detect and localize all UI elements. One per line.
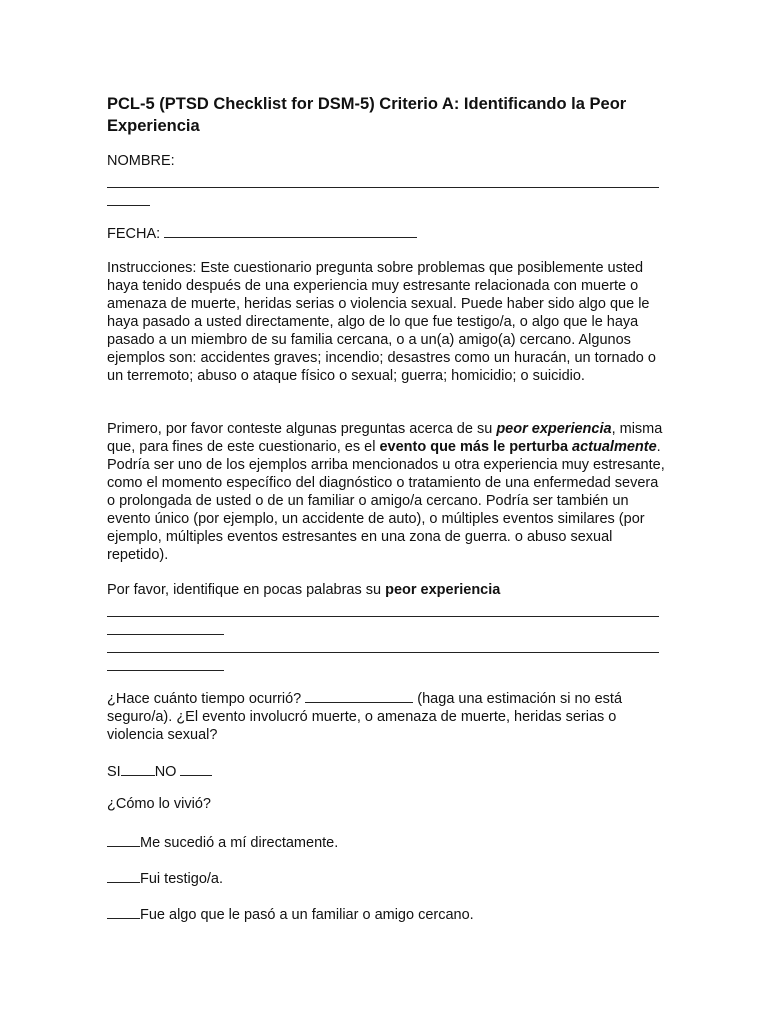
- nombre-label: NOMBRE:: [107, 153, 175, 169]
- identify-prompt: [107, 581, 667, 599]
- option-3-line[interactable]: [107, 904, 140, 919]
- identify-line-4[interactable]: [107, 653, 224, 671]
- when-text-2: (haga una estimación si no está seguro/a). ¿El evento involucró muerte, o amenaza de muerte, heridas serias o violencia sexual?: [107, 691, 623, 743]
- nombre-field: [107, 152, 667, 206]
- page-title: PCL-5 (PTSD Checklist for DSM-5) Criterio A: Identificando la Peor Experiencia: [107, 95, 627, 135]
- option-row-2: [107, 868, 667, 888]
- si-line[interactable]: [121, 761, 155, 776]
- si-label: SI: [107, 764, 121, 780]
- option-3-label: Fue algo que le pasó a un familiar o amigo cercano.: [140, 907, 474, 923]
- p2-text-4: . Podría ser uno de los ejemplos arriba mencionados u otra experiencia muy estresante, como el momento específico del diagnóstico o tratamiento de una enfermedad severa o prolongada de usted o de un familiar o amigo/a cercano. Podría ser también un evento único (por ejemplo, un accidente de auto), o múltiples eventos similares (por ejemplo, múltiples eventos estresantes en una zona de guerra. o abuso sexual repetido).: [107, 439, 665, 563]
- instructions-paragraph: Instrucciones: Este cuestionario pregunta sobre problemas que posiblemente usted haya tenido después de una experiencia muy estresante relacionada con muerte o amenaza de muerte, heridas serias o violencia sexual. Puede haber sido algo que le haya pasado a usted directamente, algo de lo que fue testigo/a, o algo que le haya pasado a un miembro de su familia cercana, o a un(a) amigo(a) cercano. Algunos ejemplos son: accidentes graves; incendio; desastres como un huracán, un tornado o un terremoto; abuso o ataque físico o sexual; guerra; homicidio; o suicidio.: [107, 260, 656, 384]
- when-question: [107, 688, 667, 744]
- p2-emph-evento: evento que más le perturba: [379, 439, 569, 455]
- identify-text: Por favor, identifique en pocas palabras su: [107, 582, 386, 598]
- option-1-label: Me sucedió a mí directamente.: [140, 835, 339, 851]
- p2-text-2: , misma que, para fines de este cuestionario, es el: [107, 421, 663, 455]
- nombre-line-1[interactable]: [107, 170, 659, 188]
- option-2-line[interactable]: [107, 868, 140, 883]
- option-1-line[interactable]: [107, 832, 140, 847]
- option-row-1: [107, 832, 667, 852]
- p2-emph-actualmente: actualmente: [572, 439, 657, 455]
- identify-line-3[interactable]: [107, 635, 659, 653]
- fecha-field: [107, 223, 667, 243]
- como-question: ¿Cómo lo vivió?: [107, 796, 211, 812]
- identify-field: [107, 581, 667, 671]
- option-2-label: Fui testigo/a.: [140, 871, 224, 887]
- si-no-row: [107, 761, 667, 781]
- identify-line-2[interactable]: [107, 617, 224, 635]
- nombre-line-2[interactable]: [107, 188, 150, 206]
- fecha-line[interactable]: [164, 223, 417, 238]
- p2-text-1: Primero, por favor conteste algunas preguntas acerca de su: [107, 421, 497, 437]
- when-text-1: ¿Hace cuánto tiempo ocurrió?: [107, 691, 306, 707]
- identify-bold: peor experiencia: [385, 582, 501, 598]
- no-line[interactable]: [180, 761, 212, 776]
- fecha-label: FECHA:: [107, 226, 161, 242]
- option-row-3: [107, 904, 667, 924]
- identify-line-1[interactable]: [107, 599, 659, 617]
- no-label: NO: [154, 764, 177, 780]
- worst-experience-paragraph: [107, 420, 667, 564]
- p2-emph-peor: peor experiencia: [496, 421, 612, 437]
- when-line[interactable]: [305, 688, 413, 703]
